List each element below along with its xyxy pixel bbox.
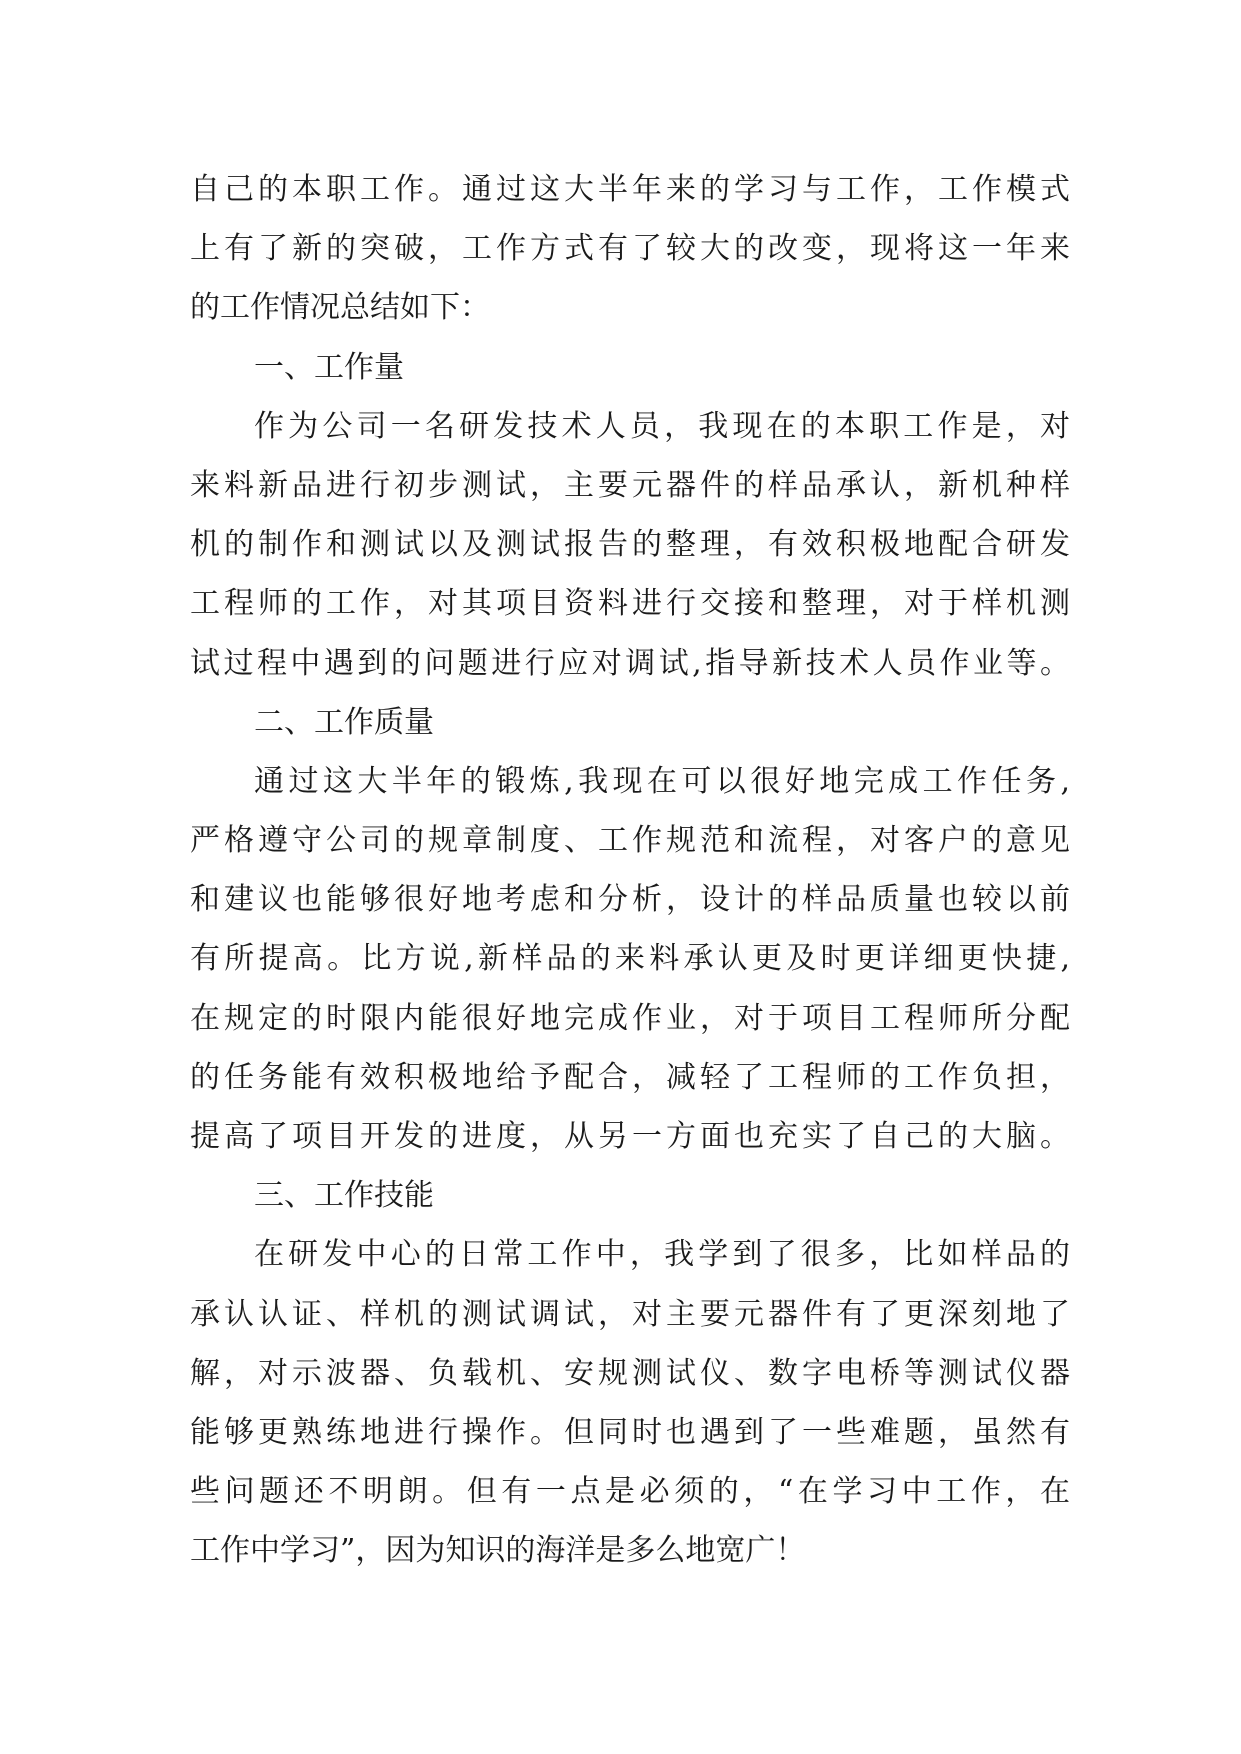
paragraph-line: 的工作情况总结如下： bbox=[190, 290, 490, 326]
paragraph-line: 解，对示波器、负载机、安规测试仪、数字电桥等测试仪器 bbox=[190, 1355, 1070, 1391]
section-heading: 一、工作量 bbox=[254, 349, 404, 385]
paragraph-line: 自己的本职工作。通过这大半年来的学习与工作，工作模式 bbox=[190, 172, 1070, 207]
paragraph-line: 和建议也能够很好地考虑和分析，设计的样品质量也较以前 bbox=[190, 882, 1070, 918]
section-heading: 二、工作质量 bbox=[254, 704, 434, 740]
paragraph-line: 上有了新的突破，工作方式有了较大的改变，现将这一年来 bbox=[190, 231, 1070, 267]
section-heading: 三、工作技能 bbox=[254, 1178, 434, 1214]
paragraph-line: 些问题还不明朗。但有一点是必须的，“在学习中工作，在 bbox=[190, 1474, 1070, 1510]
document-body bbox=[190, 160, 1070, 1581]
paragraph-line: 通过这大半年的锻炼,我现在可以很好地完成工作任务, bbox=[254, 763, 1070, 799]
paragraph-line: 在研发中心的日常工作中，我学到了很多，比如样品的 bbox=[254, 1237, 1070, 1273]
paragraph-line: 承认认证、样机的测试调试，对主要元器件有了更深刻地了 bbox=[190, 1296, 1070, 1332]
paragraph-line: 严格遵守公司的规章制度、工作规范和流程，对客户的意见 bbox=[190, 823, 1070, 859]
paragraph-line: 工程师的工作，对其项目资料进行交接和整理，对于样机测 bbox=[190, 586, 1070, 622]
paragraph-line: 的任务能有效积极地给予配合，减轻了工程师的工作负担， bbox=[190, 1059, 1070, 1095]
paragraph-line: 能够更熟练地进行操作。但同时也遇到了一些难题，虽然有 bbox=[190, 1414, 1070, 1450]
paragraph-line: 来料新品进行初步测试，主要元器件的样品承认，新机种样 bbox=[190, 467, 1070, 503]
paragraph-line: 试过程中遇到的问题进行应对调试,指导新技术人员作业等。 bbox=[190, 645, 1070, 681]
paragraph-line: 在规定的时限内能很好地完成作业，对于项目工程师所分配 bbox=[190, 1000, 1070, 1036]
paragraph-line: 工作中学习”，因为知识的海洋是多么地宽广！ bbox=[190, 1533, 806, 1569]
paragraph-line: 提高了项目开发的进度，从另一方面也充实了自己的大脑。 bbox=[190, 1119, 1070, 1154]
paragraph-line: 有所提高。比方说,新样品的来料承认更及时更详细更快捷, bbox=[190, 941, 1070, 977]
paragraph-line: 作为公司一名研发技术人员，我现在的本职工作是，对 bbox=[254, 408, 1070, 444]
paragraph-line: 机的制作和测试以及测试报告的整理，有效积极地配合研发 bbox=[190, 527, 1070, 563]
